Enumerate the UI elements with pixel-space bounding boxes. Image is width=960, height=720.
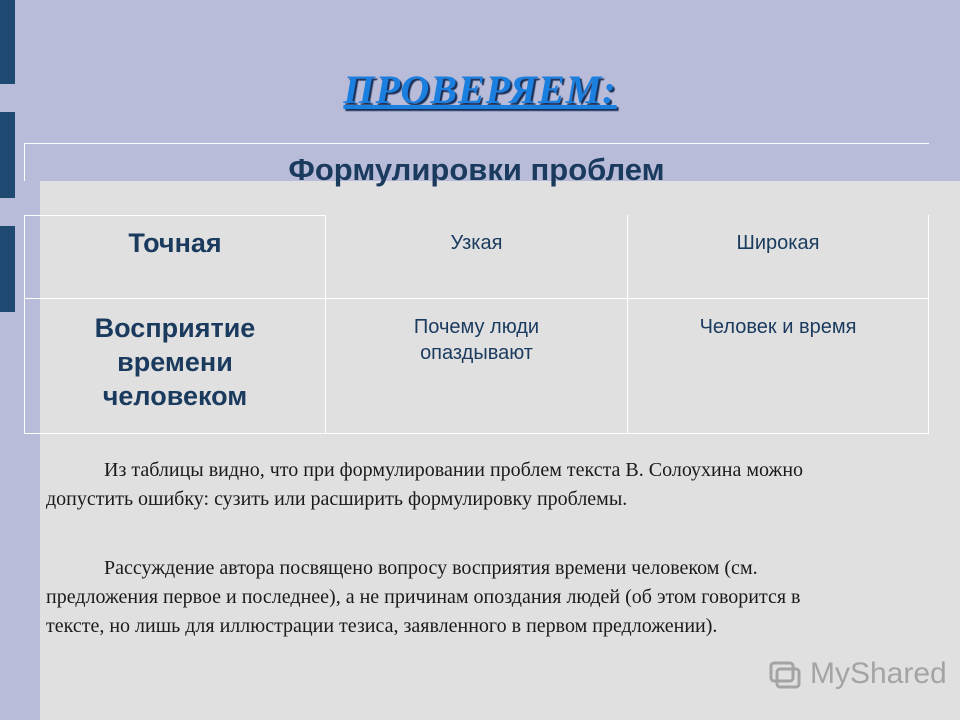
column-header-narrow: Узкая	[450, 232, 503, 254]
table-border-bottom	[24, 433, 929, 434]
table-border-row-divider	[24, 298, 929, 299]
cell-broad: Человек и время	[699, 316, 857, 338]
cell-exact: Восприятие времени человеком	[94, 313, 256, 411]
table-border-top	[24, 143, 929, 144]
decor-bar-middle	[0, 112, 15, 198]
column-header-broad: Широкая	[736, 232, 820, 254]
decor-bar-bottom	[0, 226, 15, 312]
table-border-right	[928, 215, 929, 434]
paragraph-2: Рассуждение автора посвящено вопросу восприятия времени человеком (см. предложения первое и последнее), а не причинам опоздания людей (об этом говорится в тексте, но лишь для иллюстрации тезиса, заявленного в первом предложении).	[46, 557, 801, 637]
column-header-exact: Точная	[128, 228, 222, 258]
slide-title: ПРОВЕРЯЕМ:	[343, 67, 617, 112]
table-heading: Формулировки проблем	[288, 152, 665, 187]
table-border-row1-top	[24, 215, 326, 216]
paragraph-1: Из таблицы видно, что при формулировании проблем текста В. Солоухина можно допустить ошибку: сузить или расширить формулировку проблемы.	[46, 459, 804, 510]
myshared-logo-icon	[768, 657, 802, 691]
cell-narrow: Почему люди опаздывают	[413, 316, 540, 364]
watermark	[768, 656, 947, 692]
watermark-text: MyShared	[810, 657, 947, 690]
